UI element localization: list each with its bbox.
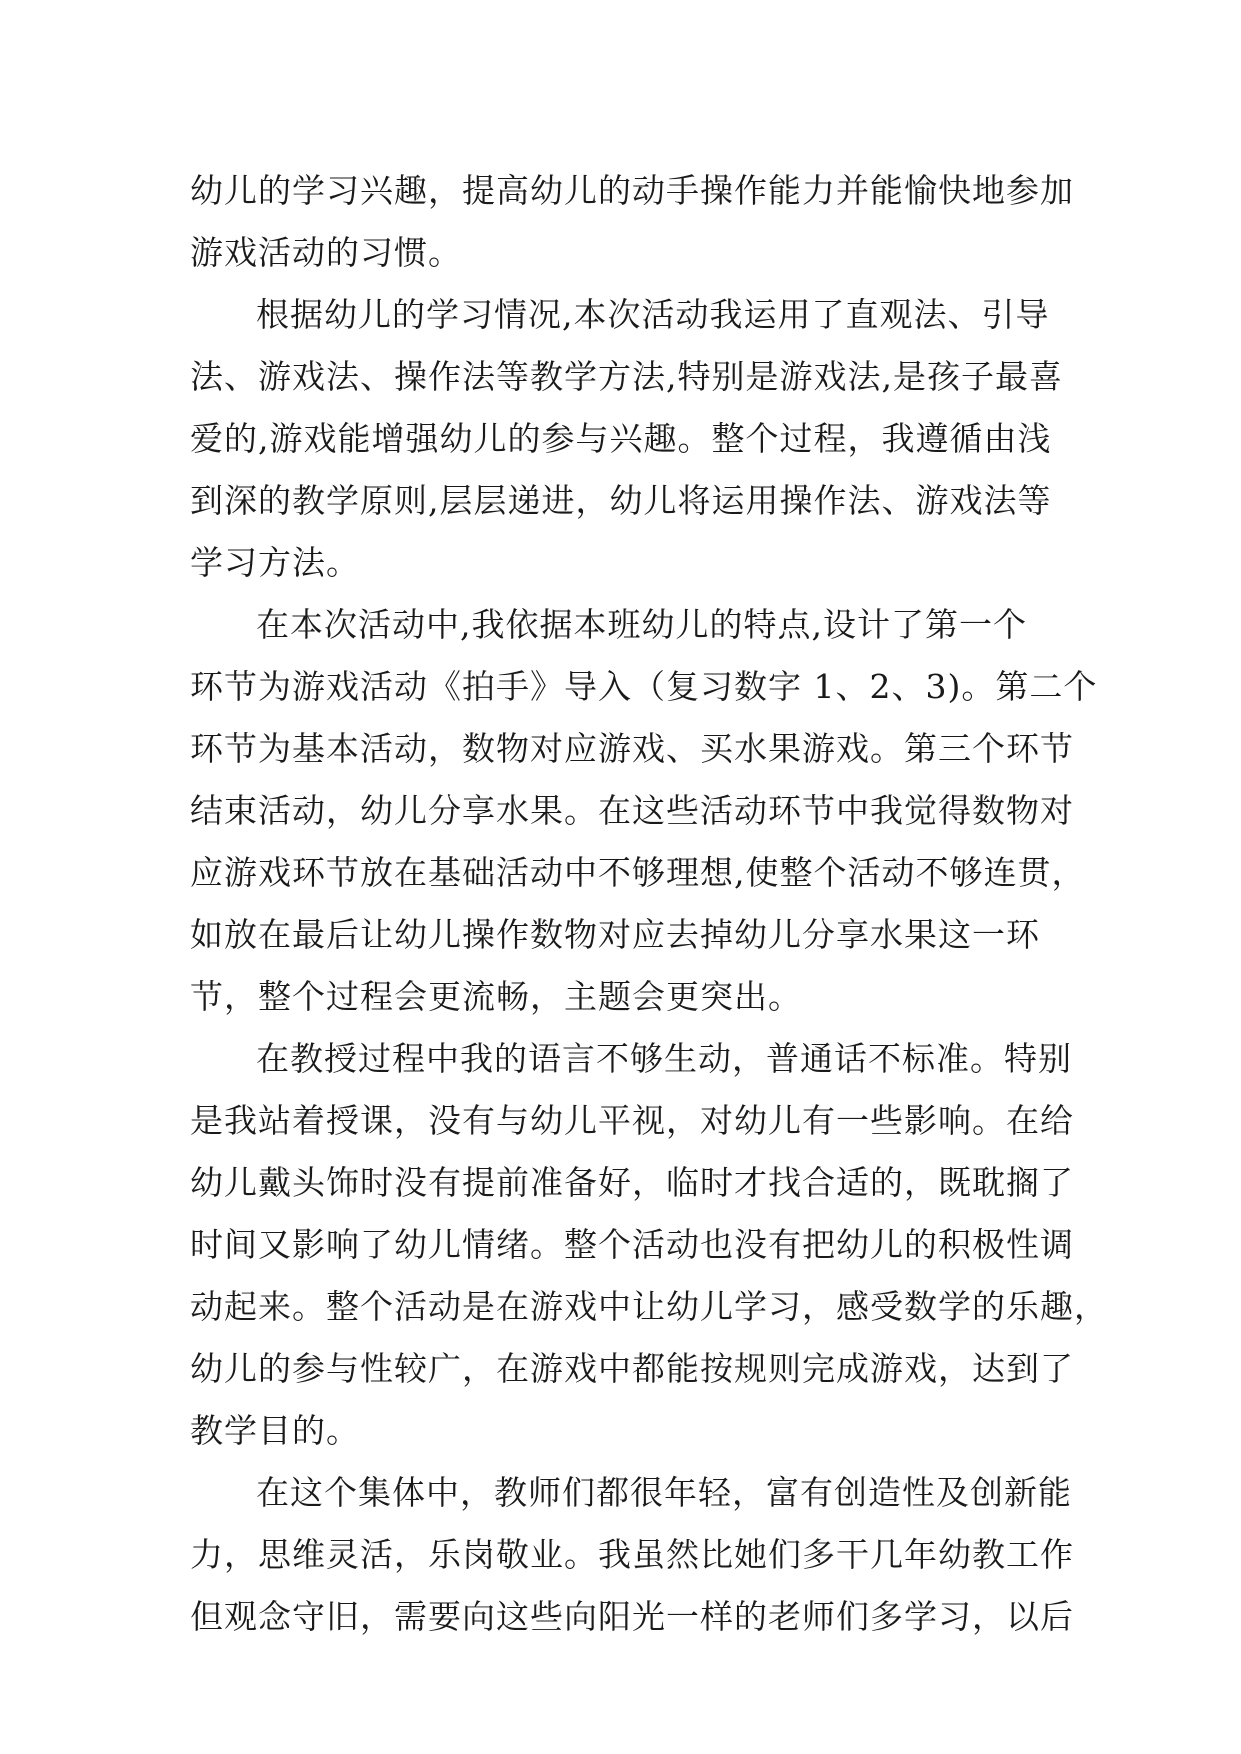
- text-line: 结束活动，幼儿分享水果。在这些活动环节中我觉得数物对: [190, 791, 1074, 830]
- text-line: 到深的教学原则,层层递进，幼儿将运用操作法、游戏法等: [190, 481, 1052, 520]
- text-line: 游戏活动的习惯。: [190, 233, 462, 272]
- text-line: 应游戏环节放在基础活动中不够理想,使整个活动不够连贯，: [190, 853, 1086, 892]
- text-line: 环节为游戏活动《拍手》导入（复习数字 1、2、3)。第二个: [190, 667, 1098, 706]
- text-line: 是我站着授课，没有与幼儿平视，对幼儿有一些影响。在给: [190, 1101, 1074, 1140]
- text-line: 节，整个过程会更流畅，主题会更突出。: [190, 977, 802, 1016]
- text-line: 如放在最后让幼儿操作数物对应去掉幼儿分享水果这一环: [190, 915, 1040, 954]
- text-line: 教学目的。: [190, 1411, 360, 1450]
- text-line: 根据幼儿的学习情况,本次活动我运用了直观法、引导: [256, 295, 1050, 334]
- text-line: 但观念守旧，需要向这些向阳光一样的老师们多学习，以后: [190, 1597, 1074, 1636]
- paragraph-2: [190, 284, 1063, 594]
- text-line: 动起来。整个活动是在游戏中让幼儿学习，感受数学的乐趣，: [190, 1287, 1108, 1326]
- text-line: 幼儿戴头饰时没有提前准备好，临时才找合适的，既耽搁了: [190, 1163, 1074, 1202]
- text-line: 幼儿的学习兴趣，提高幼儿的动手操作能力并能愉快地参加: [190, 171, 1074, 210]
- text-line: 在教授过程中我的语言不够生动，普通话不标准。特别: [256, 1039, 1072, 1078]
- text-line: 时间又影响了幼儿情绪。整个活动也没有把幼儿的积极性调: [190, 1225, 1074, 1264]
- body-text: [190, 160, 1108, 1648]
- text-line: 法、游戏法、操作法等教学方法,特别是游戏法,是孩子最喜: [190, 357, 1063, 396]
- text-line: 力，思维灵活，乐岗敬业。我虽然比她们多干几年幼教工作: [190, 1535, 1074, 1574]
- paragraph-5: [190, 1462, 1074, 1648]
- text-line: 学习方法。: [190, 543, 360, 582]
- text-line: 幼儿的参与性较广，在游戏中都能按规则完成游戏，达到了: [190, 1349, 1074, 1388]
- paragraph-4: [190, 1028, 1108, 1462]
- text-line: 环节为基本活动，数物对应游戏、买水果游戏。第三个环节: [190, 729, 1074, 768]
- text-line: 爱的,游戏能增强幼儿的参与兴趣。整个过程，我遵循由浅: [190, 419, 1052, 458]
- paragraph-3: [190, 594, 1098, 1028]
- text-line: 在这个集体中，教师们都很年轻，富有创造性及创新能: [256, 1473, 1072, 1512]
- text-line: 在本次活动中,我依据本班幼儿的特点,设计了第一个: [256, 605, 1027, 644]
- paragraph-1: [190, 160, 1074, 284]
